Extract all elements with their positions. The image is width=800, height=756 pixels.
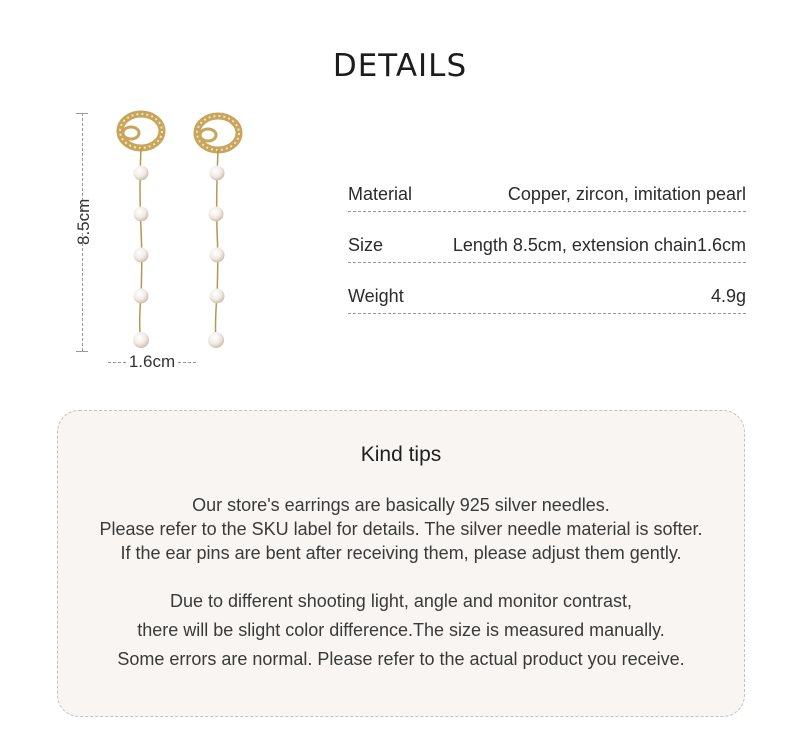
specs-table <box>348 178 746 331</box>
page-title: DETAILS <box>332 48 468 84</box>
tips-line: Some errors are normal. Please refer to the actual product you receive. <box>117 649 685 669</box>
tips-line: Please refer to the SKU label for details. The silver needle material is softer. <box>99 519 703 539</box>
spec-value: Copper, zircon, imitation pearl <box>507 184 746 204</box>
spec-row-material <box>348 178 746 212</box>
tips-line: there will be slight color difference.The size is measured manually. <box>137 620 665 640</box>
width-dimension-label: 1.6cm <box>128 352 176 371</box>
tips-line: Due to different shooting light, angle and monitor contrast, <box>170 591 632 611</box>
kind-tips-panel <box>57 410 745 717</box>
spec-label: Material <box>348 184 413 204</box>
spec-value: Length 8.5cm, extension chain1.6cm <box>452 235 746 255</box>
spec-row-weight <box>348 280 746 314</box>
tips-paragraph-color <box>58 587 744 674</box>
tips-paragraph-needles <box>58 493 744 565</box>
height-dimension-label: 8.5cm <box>74 198 93 245</box>
left-earring <box>120 114 162 348</box>
spec-value: 4.9g <box>710 286 746 306</box>
earrings-product-image <box>60 100 260 390</box>
spec-row-size <box>348 229 746 263</box>
kind-tips-title: Kind tips <box>360 443 442 466</box>
spec-label: Size <box>348 235 384 255</box>
right-earring <box>197 116 239 348</box>
tips-line: Our store's earrings are basically 925 silver needles. <box>192 495 610 515</box>
tips-line: If the ear pins are bent after receiving them, please adjust them gently. <box>120 543 682 563</box>
spec-label: Weight <box>348 286 404 306</box>
